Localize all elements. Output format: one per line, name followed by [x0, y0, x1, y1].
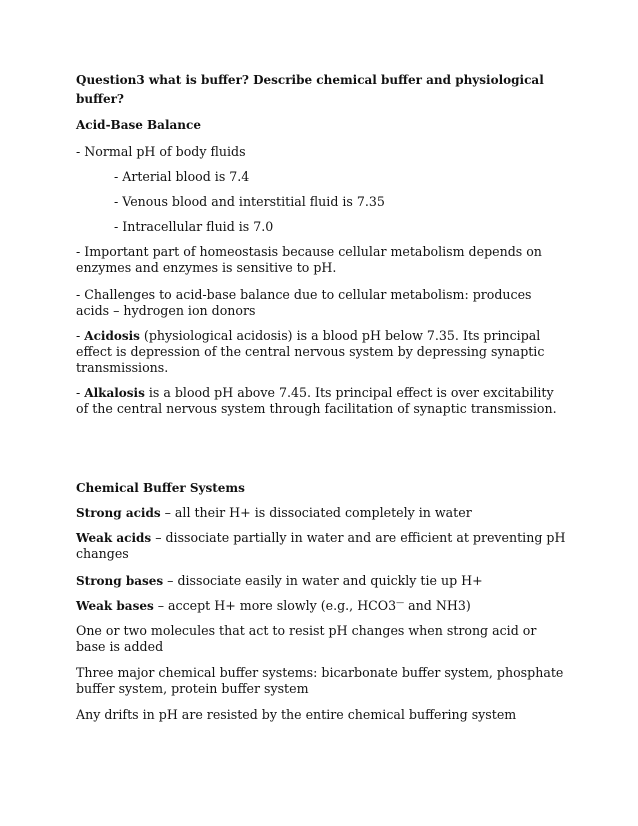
homeostasis-paragraph: - Important part of homeostasis because cellular metabolism depends on enzymes and enzymes is sensitive to pH.	[76, 244, 542, 275]
strong-acids-line	[76, 505, 472, 521]
three-major-paragraph: Three major chemical buffer systems: bicarbonate buffer system, phosphate buffer system, protein buffer system	[76, 665, 564, 696]
question-title-line1: Question3 what is buffer? Describe chemical buffer and physiological	[76, 73, 544, 87]
acidosis-text: (physiological acidosis) is a blood pH below 7.35. Its principal effect is depression of the central nervous system by depressing synaptic transmissions.	[76, 328, 545, 375]
strong-bases-text: – dissociate easily in water and quickly tie up H+	[163, 573, 483, 588]
acid-base-heading: Acid-Base Balance	[76, 118, 201, 132]
strong-bases-term: Strong bases	[76, 574, 164, 588]
weak-acids-term: Weak acids	[76, 531, 152, 545]
drifts-line: Any drifts in pH are resisted by the entire chemical buffering system	[76, 707, 517, 722]
chemical-buffer-heading: Chemical Buffer Systems	[76, 481, 245, 495]
question-title-line2: buffer?	[76, 92, 124, 106]
alkalosis-paragraph	[76, 385, 566, 417]
venous-item: - Venous blood and interstitial fluid is 7.35	[114, 194, 385, 209]
strong-acids-term: Strong acids	[76, 506, 161, 520]
alkalosis-prefix: -	[76, 385, 85, 400]
weak-bases-line	[76, 598, 471, 614]
alkalosis-text: is a blood pH above 7.45. Its principal effect is over excitability of the central nervous system through facilitation of synaptic transmission.	[76, 385, 557, 416]
weak-acids-text: – dissociate partially in water and are efficient at preventing pH changes	[76, 530, 566, 561]
normal-ph-item: - Normal pH of body fluids	[76, 144, 246, 159]
strong-bases-line	[76, 573, 483, 589]
weak-bases-text-a: – accept H+ more slowly (e.g., HCO3	[153, 598, 397, 613]
strong-acids-text: – all their H+ is dissociated completely in water	[160, 505, 472, 520]
challenges-paragraph: - Challenges to acid-base balance due to cellular metabolism: produces acids – hydrogen ion donors	[76, 287, 532, 318]
weak-bases-term: Weak bases	[76, 599, 154, 613]
weak-acids-paragraph	[76, 530, 566, 562]
molecules-paragraph: One or two molecules that act to resist pH changes when strong acid or base is added	[76, 623, 537, 654]
acidosis-paragraph	[76, 328, 566, 376]
weak-bases-superscript: —	[396, 597, 405, 607]
weak-bases-text-b: and NH3)	[404, 598, 471, 613]
intracellular-item: - Intracellular fluid is 7.0	[114, 219, 274, 234]
acidosis-term: Acidosis	[84, 329, 140, 343]
acidosis-prefix: -	[76, 328, 85, 343]
arterial-item: - Arterial blood is 7.4	[114, 169, 250, 184]
alkalosis-term: Alkalosis	[84, 386, 145, 400]
